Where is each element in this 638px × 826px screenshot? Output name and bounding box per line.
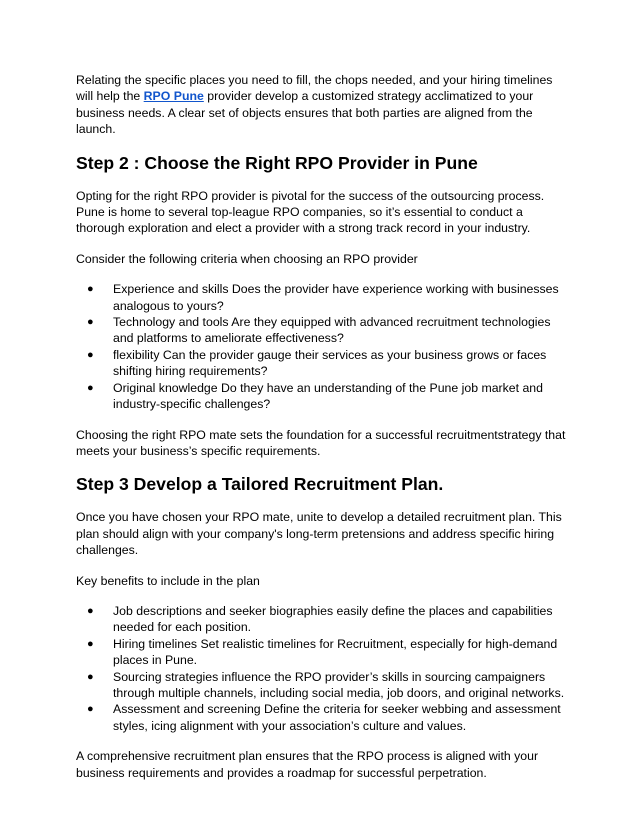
step2-paragraph-2: Consider the following criteria when choosing an RPO provider [76,251,418,266]
list-item: ● Job descriptions and seeker biographies easily define the places and capabilities needed for each position. [87,603,553,635]
list-item: ● Hiring timelines Set realistic timelines for Recruitment, especially for high-demand places in Pune. [87,636,558,668]
list-item: ● Experience and skills Does the provider have experience working with businesses analogous to yours? [87,282,559,313]
intro-paragraph [76,72,566,138]
intro-text-before: Relating the specific places you need to fill, the chops needed, and your hiring timelines will help the [76,73,553,104]
rpo-pune-link[interactable]: RPO Pune [143,89,204,104]
step2-paragraph-3: Choosing the right RPO mate sets the foundation for a successful recruitmentstrategy that meets your business’s specific requirements. [76,427,566,458]
step2-paragraph-1: Opting for the right RPO provider is pivotal for the success of the outsourcing process. Pune is home to several top-league RPO companies, so it’s essential to conduct a thorough exploration and elect a provider with a strong track record in your industry. [76,188,545,236]
bullet-icon: ● [87,381,94,394]
step2-criteria-list [76,281,566,412]
step3-paragraph-3: A comprehensive recruitment plan ensures that the RPO process is aligned with your business requirements and provides a roadmap for successful perpetration. [76,749,539,780]
bullet-icon: ● [87,637,94,650]
list-item: ● Original knowledge Do they have an understanding of the Pune job market and industry-specific challenges? [87,380,543,412]
intro-text-after: provider develop a customized strategy acclimatized to your business needs. A clear set of objects ensures that both parties are aligned from the launch. [76,89,534,137]
bullet-icon: ● [87,604,94,617]
list-item: ● Assessment and screening Define the criteria for seeker webbing and assessment styles, icing alignment with your association’s culture and values. [87,702,561,733]
list-item: ● flexibility Can the provider gauge their services as your business grows or faces shifting hiring requirements? [87,347,547,379]
bullet-icon: ● [87,316,94,329]
step3-benefits-list [76,603,566,734]
bullet-icon: ● [87,348,94,361]
step3-paragraph-1: Once you have chosen your RPO mate, unite to develop a detailed recruitment plan. This plan should align with your company's long-term pretensions and address specific hiring challenges. [76,510,562,558]
list-item: ● Technology and tools Are they equipped with advanced recruitment technologies and platforms to ameliorate effectiveness? [87,315,551,346]
step3-paragraph-2: Key benefits to include in the plan [76,573,260,588]
bullet-icon: ● [87,283,94,296]
bullet-icon: ● [87,703,94,716]
step3-heading: Step 3 Develop a Tailored Recruitment Plan. [76,474,444,495]
step2-heading: Step 2 : Choose the Right RPO Provider in Pune [76,152,478,173]
list-item: ● Sourcing strategies influence the RPO provider’s skills in sourcing campaigners through multiple channels, including social media, job doors, and original networks. [87,669,565,700]
bullet-icon: ● [87,670,94,683]
document-body [76,72,566,781]
